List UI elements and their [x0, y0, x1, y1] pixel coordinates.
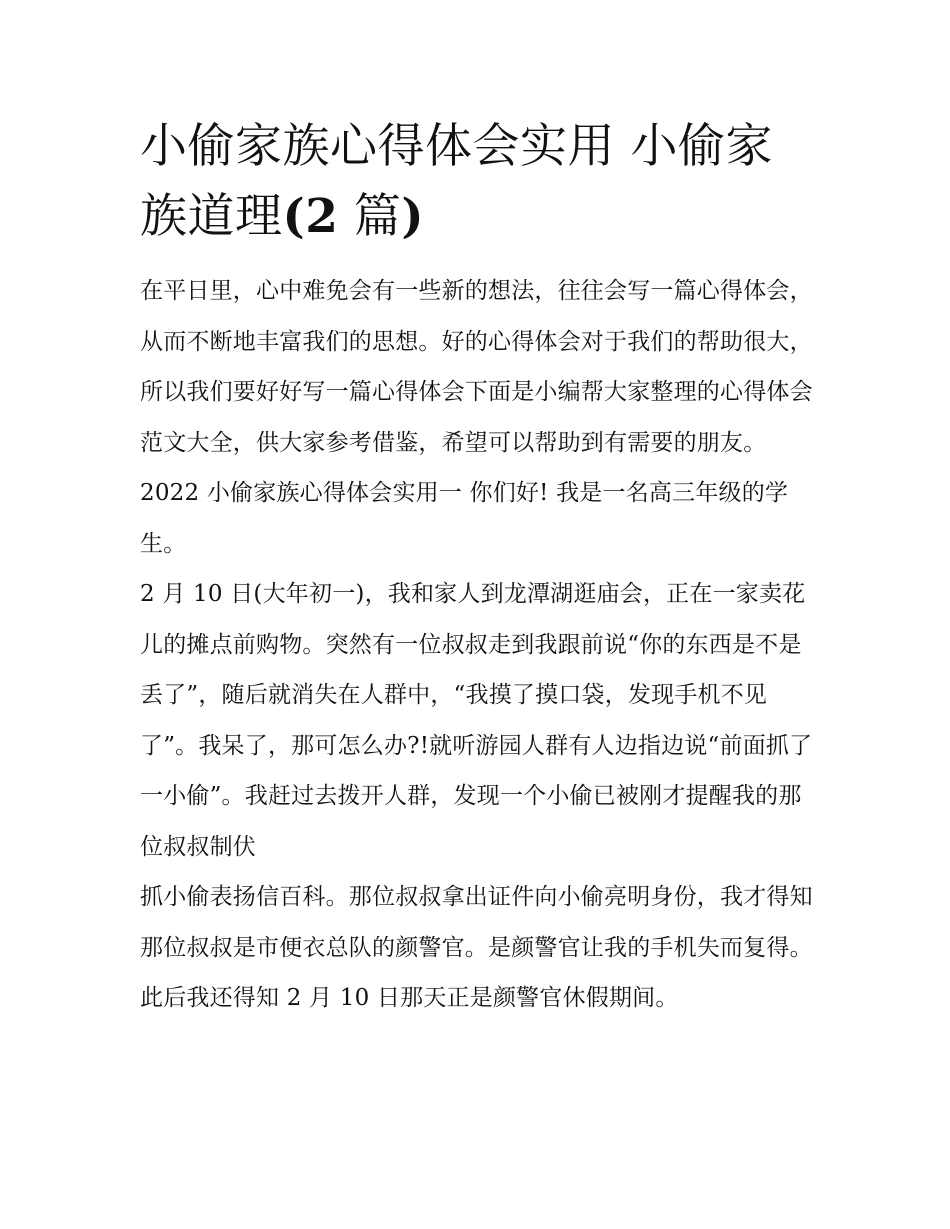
- body-paragraph-1: 2022 小偷家族心得体会实用一 你们好! 我是一名高三年级的学生。: [140, 480, 789, 557]
- body-paragraph-2: 2 月 10 日(大年初一)，我和家人到龙潭湖逛庙会，正在一家卖花儿的摊点前购物。突然有一位叔叔走到我跟前说“你的东西是不是丢了”，随后就消失在人群中，“我摸了摸口袋，发现手机不见了”。我呆了，那可怎么办?!就听游园人群有人边指边说“前面抓了一小偷”。我赶过去拨开人群，发现一个小偷已被刚才提醒我的那位叔叔制伏: [140, 581, 813, 860]
- document-title: [140, 112, 815, 252]
- intro-paragraph: 在平日里，心中难免会有一些新的想法，往往会写一篇心得体会，从而不断地丰富我们的思想。好的心得体会对于我们的帮助很大，所以我们要好好写一篇心得体会下面是小编帮大家整理的心得体会范文大全，供大家参考借鉴，希望可以帮助到有需要的朋友。: [140, 278, 813, 456]
- document-page: [140, 112, 815, 1024]
- body-paragraph-3: 抓小偷表扬信百科。那位叔叔拿出证件向小偷亮明身份，我才得知那位叔叔是市便衣总队的颜警官。是颜警官让我的手机失而复得。此后我还得知 2 月 10 日那天正是颜警官休假期间。: [140, 884, 813, 1011]
- title-count-open: (2: [282, 189, 339, 244]
- title-count-close: ): [401, 189, 425, 244]
- title-text: 小偷家族心得体会实用 小偷家族道理: [140, 119, 773, 244]
- title-count-unit: 篇: [338, 189, 402, 244]
